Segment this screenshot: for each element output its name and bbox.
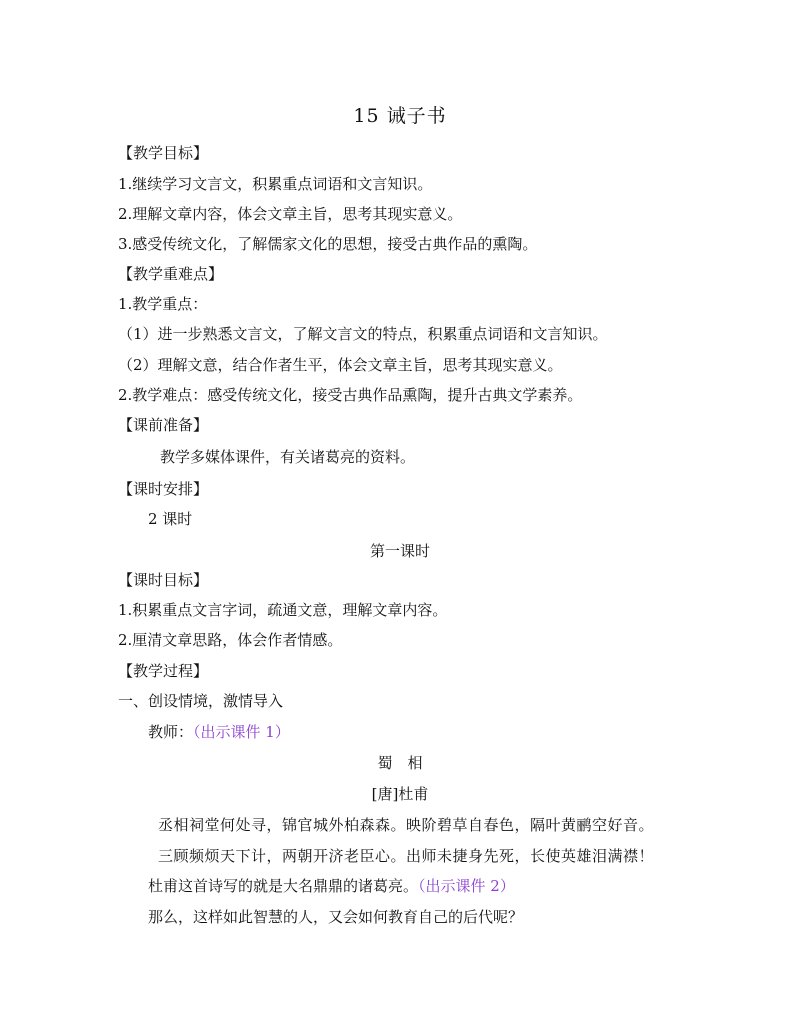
poem-comment: 杜甫这首诗写的就是大名鼎鼎的诸葛亮。 [148, 877, 419, 895]
key-item: （1）进一步熟悉文言文，了解文言文的特点，积累重点词语和文言知识。 [118, 325, 608, 343]
prep-text: 教学多媒体课件，有关诸葛亮的资料。 [160, 448, 416, 466]
key-item: （2）理解文意，结合作者生平，体会文章主旨，思考其现实意义。 [118, 356, 563, 374]
teacher-line [148, 722, 290, 742]
poem-comment-line [148, 876, 515, 896]
difficulty-text: 2.教学难点：感受传统文化，接受古典作品熏陶，提升古典文学素养。 [118, 386, 583, 404]
goals-heading: 【教学目标】 [118, 144, 209, 162]
key-label: 1.教学重点： [118, 295, 208, 313]
prep-heading: 【课前准备】 [118, 416, 209, 434]
courseware-link-2[interactable]: （出示课件 2） [418, 877, 515, 895]
goal-item: 1.继续学习文言文，积累重点词语和文言知识。 [118, 175, 433, 193]
goal-item: 3.感受传统文化，了解儒家文化的思想，接受古典作品的熏陶。 [118, 235, 538, 253]
schedule-text: 2 课时 [148, 510, 193, 528]
page-title: 15 诫子书 [353, 105, 447, 127]
lesson-goals-heading: 【课时目标】 [118, 571, 209, 589]
teacher-label: 教师： [148, 723, 194, 741]
process-heading: 【教学过程】 [118, 662, 209, 680]
poem-title: 蜀 相 [377, 754, 423, 772]
keypoints-heading: 【教学重难点】 [118, 265, 224, 283]
question-text: 那么，这样如此智慧的人，又会如何教育自己的后代呢？ [148, 908, 524, 926]
schedule-heading: 【课时安排】 [118, 480, 209, 498]
step-heading: 一、创设情境，激情导入 [118, 692, 284, 710]
poem-line: 丞相祠堂何处寻，锦官城外柏森森。映阶碧草自春色，隔叶黄鹂空好音。 [158, 816, 655, 834]
lesson-goal-item: 2.厘清文章思路，体会作者情感。 [118, 631, 343, 649]
courseware-link-1[interactable]: （出示课件 1） [193, 723, 290, 741]
poem-line: 三顾频烦天下计，两朝开济老臣心。出师未捷身先死，长使英雄泪满襟！ [158, 847, 655, 865]
lesson-goal-item: 1.积累重点文言字词，疏通文意，理解文章内容。 [118, 601, 448, 619]
poem-author: [唐]杜甫 [371, 785, 429, 803]
lesson-title: 第一课时 [369, 542, 430, 560]
goal-item: 2.理解文章内容，体会文章主旨，思考其现实意义。 [118, 205, 463, 223]
